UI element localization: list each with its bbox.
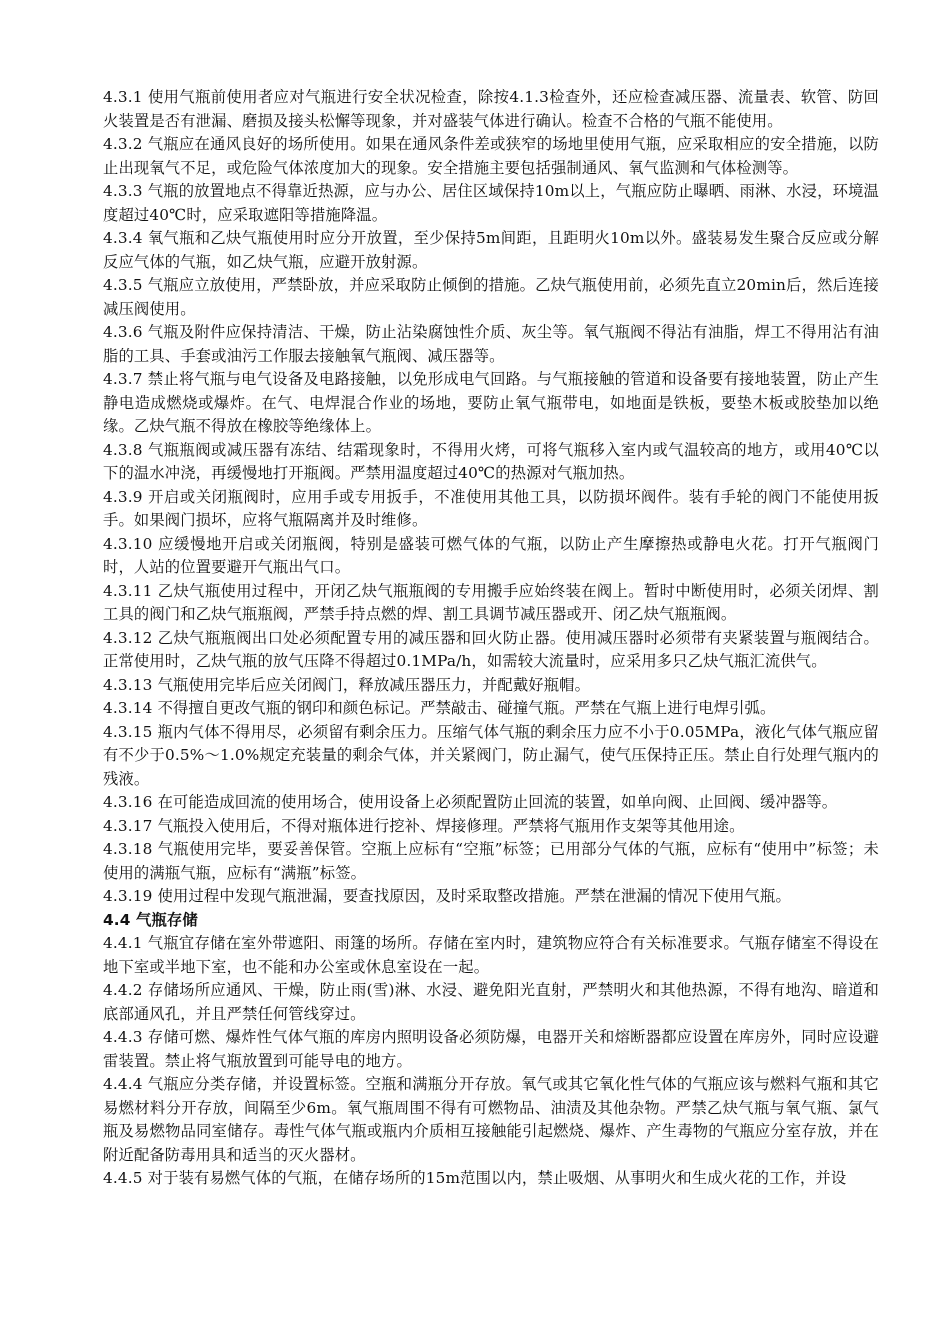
paragraph-4-3-2: 4.3.2 气瓶应在通风良好的场所使用。如果在通风条件差或狭窄的场地里使用气瓶，应采取相应的安全措施，以防止出现氧气不足，或危险气体浓度加大的现象。安全措施主要包括强制通风、氧气监测和气体检测等。 xyxy=(103,135,879,177)
paragraph-4-3-18: 4.3.18 气瓶使用完毕，要妥善保管。空瓶上应标有“空瓶”标签；已用部分气体的气瓶，应标有“使用中”标签；未使用的满瓶气瓶，应标有“满瓶”标签。 xyxy=(103,840,879,882)
paragraph-4-3-11: 4.3.11 乙炔气瓶使用过程中，开闭乙炔气瓶瓶阀的专用搬手应始终装在阀上。暂时中断使用时，必须关闭焊、割工具的阀门和乙炔气瓶瓶阀，严禁手持点燃的焊、割工具调节减压器或开、闭乙炔气瓶瓶阀。 xyxy=(103,581,879,623)
paragraph-4-3-12: 4.3.12 乙炔气瓶瓶阀出口处必须配置专用的减压器和回火防止器。使用减压器时必须带有夹紧装置与瓶阀结合。正常使用时，乙炔气瓶的放气压降不得超过0.1MPa/h，如需较大流量时，应采用多只乙炔气瓶汇流供气。 xyxy=(103,628,879,670)
paragraph-4-3-19: 4.3.19 使用过程中发现气瓶泄漏，要查找原因，及时采取整改措施。严禁在泄漏的情况下使用气瓶。 xyxy=(103,887,791,905)
paragraph-4-3-17: 4.3.17 气瓶投入使用后，不得对瓶体进行挖补、焊接修理。严禁将气瓶用作支架等其他用途。 xyxy=(103,816,745,835)
section-heading-4-4: 4.4 气瓶存储 xyxy=(103,910,198,929)
paragraph-4-4-2: 4.4.2 存储场所应通风、干燥，防止雨(雪)淋、水浸、避免阳光直射，严禁明火和其他热源，不得有地沟、暗道和底部通风孔，并且严禁任何管线穿过。 xyxy=(103,981,879,1023)
paragraph-4-3-5: 4.3.5 气瓶应立放使用，严禁卧放，并应采取防止倾倒的措施。乙炔气瓶使用前，必须先直立20min后，然后连接减压阀使用。 xyxy=(103,276,879,318)
paragraph-4-4-3: 4.4.3 存储可燃、爆炸性气体气瓶的库房内照明设备必须防爆，电器开关和熔断器都应设置在库房外，同时应设避雷装置。禁止将气瓶放置到可能导电的地方。 xyxy=(103,1028,879,1070)
paragraph-4-4-1: 4.4.1 气瓶宜存储在室外带遮阳、雨篷的场所。存储在室内时，建筑物应符合有关标准要求。气瓶存储室不得设在地下室或半地下室，也不能和办公室或休息室设在一起。 xyxy=(103,934,879,976)
paragraph-4-3-4: 4.3.4 氧气瓶和乙炔气瓶使用时应分开放置，至少保持5m间距，且距明火10m以外。盛装易发生聚合反应或分解反应气体的气瓶，如乙炔气瓶，应避开放射源。 xyxy=(103,229,879,271)
paragraph-4-3-8: 4.3.8 气瓶瓶阀或减压器有冻结、结霜现象时，不得用火烤，可将气瓶移入室内或气温较高的地方，或用40℃以下的温水冲浇，再缓慢地打开瓶阀。严禁用温度超过40℃的热源对气瓶加热。 xyxy=(103,440,879,482)
paragraph-4-3-1: 4.3.1 使用气瓶前使用者应对气瓶进行安全状况检查，除按4.1.3检查外，还应检查减压器、流量表、软管、防回火装置是否有泄漏、磨损及接头松懈等现象，并对盛装气体进行确认。检查不合格的气瓶不能使用。 xyxy=(103,88,879,130)
paragraph-4-4-5: 4.4.5 对于装有易燃气体的气瓶，在储存场所的15m范围以内，禁止吸烟、从事明火和生成火花的工作，并设 xyxy=(103,1169,847,1187)
paragraph-4-3-13: 4.3.13 气瓶使用完毕后应关闭阀门，释放减压器压力，并配戴好瓶帽。 xyxy=(103,675,591,694)
document-page xyxy=(103,86,879,1191)
paragraph-4-3-3: 4.3.3 气瓶的放置地点不得靠近热源，应与办公、居住区域保持10m以上，气瓶应防止曝晒、雨淋、水浸，环境温度超过40℃时，应采取遮阳等措施降温。 xyxy=(103,182,879,224)
paragraph-4-3-9: 4.3.9 开启或关闭瓶阀时，应用手或专用扳手，不准使用其他工具，以防损坏阀件。装有手轮的阀门不能使用扳手。如果阀门损坏，应将气瓶隔离并及时维修。 xyxy=(103,487,879,529)
paragraph-4-3-6: 4.3.6 气瓶及附件应保持清洁、干燥，防止沾染腐蚀性介质、灰尘等。氧气瓶阀不得沾有油脂，焊工不得用沾有油脂的工具、手套或油污工作服去接触氧气瓶阀、减压器等。 xyxy=(103,323,879,365)
paragraph-4-3-7: 4.3.7 禁止将气瓶与电气设备及电路接触，以免形成电气回路。与气瓶接触的管道和设备要有接地装置，防止产生静电造成燃烧或爆炸。在气、电焊混合作业的场地，要防止氧气瓶带电，如地面是铁板，要垫木板或胶垫加以绝缘。乙炔气瓶不得放在橡胶等绝缘体上。 xyxy=(103,370,879,435)
paragraph-4-3-14: 4.3.14 不得擅自更改气瓶的钢印和颜色标记。严禁敲击、碰撞气瓶。严禁在气瓶上进行电焊引弧。 xyxy=(103,699,776,717)
paragraph-4-3-10: 4.3.10 应缓慢地开启或关闭瓶阀，特别是盛装可燃气体的气瓶，以防止产生摩擦热或静电火花。打开气瓶阀门时，人站的位置要避开气瓶出气口。 xyxy=(103,534,879,576)
paragraph-4-3-15: 4.3.15 瓶内气体不得用尽，必须留有剩余压力。压缩气体气瓶的剩余压力应不小于0.05MPa，液化气体气瓶应留有不少于0.5%～1.0%规定充装量的剩余气体，并关紧阀门，防止漏气，使气压保持正压。禁止自行处理气瓶内的残液。 xyxy=(103,722,879,788)
paragraph-4-3-16: 4.3.16 在可能造成回流的使用场合，使用设备上必须配置防止回流的装置，如单向阀、止回阀、缓冲器等。 xyxy=(103,793,838,811)
paragraph-4-4-4: 4.4.4 气瓶应分类存储，并设置标签。空瓶和满瓶分开存放。氧气或其它氧化性气体的气瓶应该与燃料气瓶和其它易燃材料分开存放，间隔至少6m。氧气瓶周围不得有可燃物品、油渍及其他杂物。严禁乙炔气瓶与氧气瓶、氯气瓶及易燃物品同室储存。毒性气体气瓶或瓶内介质相互接触能引起燃烧、爆炸、产生毒物的气瓶应分室存放，并在附近配备防毒用具和适当的灭火器材。 xyxy=(103,1075,879,1164)
